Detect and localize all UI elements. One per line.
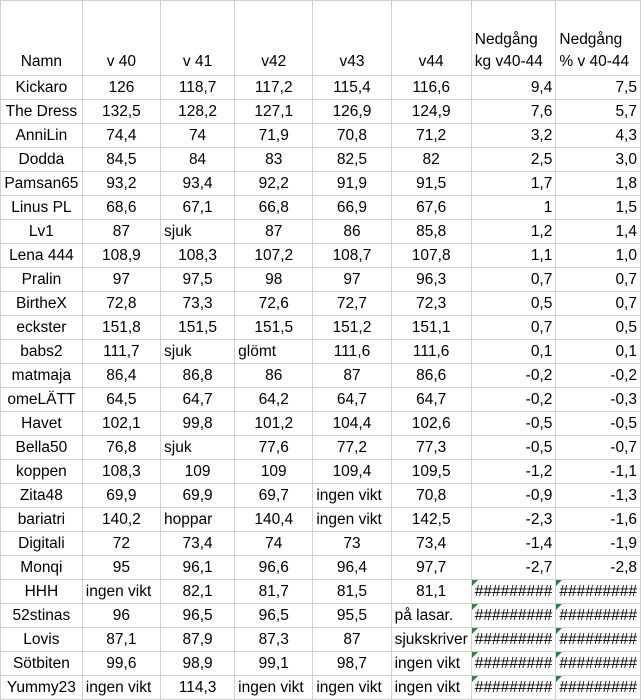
cell-v40[interactable]: 64,5 [82,388,160,412]
table-row [1,292,641,316]
cell-kg[interactable]: 3,2 [471,124,556,148]
cell-name[interactable]: 52stinas [1,604,83,628]
cell-v42[interactable]: 71,9 [235,124,313,148]
cell-pct[interactable]: -1,9 [556,532,641,556]
cell-v44[interactable]: 97,7 [391,556,471,580]
cell-v41[interactable]: 96,5 [161,604,235,628]
cell-kg[interactable]: 1,7 [471,172,556,196]
cell-v40[interactable]: 140,2 [82,508,160,532]
cell-v41[interactable]: 82,1 [161,580,235,604]
cell-name[interactable]: babs2 [1,340,83,364]
cell-value: ######### [474,607,553,624]
table-row [1,244,641,268]
cell-kg[interactable]: -2,3 [471,508,556,532]
cell-v44[interactable]: ingen vikt [391,652,471,676]
cell-v40[interactable]: 87 [82,220,160,244]
cell-v42[interactable]: 96,5 [235,604,313,628]
table-row [1,484,641,508]
table-row [1,436,641,460]
cell-v41[interactable]: 86,8 [161,364,235,388]
cell-name[interactable]: HHH [1,580,83,604]
cell-v42[interactable]: 99,1 [235,652,313,676]
table-row [1,508,641,532]
cell-name[interactable]: Linus PL [1,196,83,220]
error-indicator-icon [472,676,478,682]
table-row [1,652,641,676]
cell-v40[interactable]: 126 [82,76,160,100]
cell-name[interactable]: Zita48 [1,484,83,508]
cell-v43[interactable]: 87 [313,364,391,388]
header-row [1,1,641,76]
cell-value: ######### [474,631,553,648]
cell-pct[interactable]: 0,1 [556,340,641,364]
cell-v43[interactable]: 96,4 [313,556,391,580]
cell-v40[interactable]: 68,6 [82,196,160,220]
cell-v41[interactable]: 109 [161,460,235,484]
cell-v43[interactable]: 66,9 [313,196,391,220]
cell-v40[interactable]: 108,9 [82,244,160,268]
cell-v42[interactable]: 81,7 [235,580,313,604]
cell-v41[interactable]: 67,1 [161,196,235,220]
cell-v41[interactable]: 128,2 [161,100,235,124]
cell-pct[interactable]: 5,7 [556,100,641,124]
cell-name[interactable]: Monqi [1,556,83,580]
cell-v41[interactable]: sjuk [161,220,235,244]
error-indicator-icon [472,652,478,658]
table-row [1,412,641,436]
cell-v40[interactable]: 102,1 [82,412,160,436]
cell-value: ######### [559,583,637,600]
cell-v44[interactable]: 107,8 [391,244,471,268]
cell-v40[interactable]: 96 [82,604,160,628]
cell-v42[interactable]: 83 [235,148,313,172]
cell-v40[interactable]: 111,7 [82,340,160,364]
cell-v44[interactable]: 71,2 [391,124,471,148]
cell-kg[interactable]: -0,5 [471,436,556,460]
table-row [1,532,641,556]
cell-v42[interactable]: ingen vikt [235,676,313,700]
cell-v40[interactable]: 95 [82,556,160,580]
cell-name[interactable]: Lena 444 [1,244,83,268]
cell-v41[interactable]: 64,7 [161,388,235,412]
cell-v43[interactable]: 126,9 [313,100,391,124]
table-row [1,268,641,292]
cell-pct[interactable]: -0,3 [556,388,641,412]
cell-pct[interactable]: -1,6 [556,508,641,532]
cell-name[interactable]: BirtheX [1,292,83,316]
cell-v42[interactable]: 151,5 [235,316,313,340]
cell-pct[interactable]: -0,2 [556,364,641,388]
cell-kg[interactable] [471,580,556,604]
table-row [1,340,641,364]
cell-v42[interactable]: 86 [235,364,313,388]
cell-v44[interactable]: 73,4 [391,532,471,556]
cell-name[interactable]: Dodda [1,148,83,172]
cell-value: ######### [559,607,637,624]
cell-v44[interactable]: 67,6 [391,196,471,220]
cell-v42[interactable]: 87 [235,220,313,244]
cell-v44[interactable]: 102,6 [391,412,471,436]
cell-pct[interactable]: 7,5 [556,76,641,100]
cell-pct[interactable]: -0,7 [556,436,641,460]
cell-v44[interactable]: 124,9 [391,100,471,124]
cell-v42[interactable]: 96,6 [235,556,313,580]
cell-v43[interactable]: 115,4 [313,76,391,100]
cell-v44[interactable]: 81,1 [391,580,471,604]
cell-v40[interactable]: 72,8 [82,292,160,316]
header-v43[interactable]: v43 [313,1,391,76]
cell-v42[interactable]: 64,2 [235,388,313,412]
cell-v44[interactable]: 86,6 [391,364,471,388]
table-row [1,196,641,220]
cell-v40[interactable]: 99,6 [82,652,160,676]
cell-v40[interactable]: 93,2 [82,172,160,196]
cell-pct[interactable]: -1,3 [556,484,641,508]
cell-name[interactable]: The Dress [1,100,83,124]
cell-pct[interactable]: 1,5 [556,196,641,220]
cell-kg[interactable]: -1,2 [471,460,556,484]
cell-v43[interactable]: 77,2 [313,436,391,460]
cell-pct[interactable]: 3,0 [556,148,641,172]
cell-v41[interactable]: 118,7 [161,76,235,100]
cell-pct[interactable] [556,652,641,676]
table-row [1,76,641,100]
cell-name[interactable]: Kickaro [1,76,83,100]
cell-v42[interactable]: 101,2 [235,412,313,436]
error-indicator-icon [472,604,478,610]
cell-v41[interactable]: 73,3 [161,292,235,316]
cell-v44[interactable]: 109,5 [391,460,471,484]
cell-v43[interactable]: 91,9 [313,172,391,196]
cell-name[interactable]: eckster [1,316,83,340]
cell-v42[interactable]: 140,4 [235,508,313,532]
cell-kg[interactable]: 2,5 [471,148,556,172]
cell-v44[interactable]: 77,3 [391,436,471,460]
cell-v41[interactable]: 93,4 [161,172,235,196]
table-row [1,676,641,700]
error-indicator-icon [472,628,478,634]
cell-name[interactable]: koppen [1,460,83,484]
cell-kg[interactable]: 1,2 [471,220,556,244]
cell-kg[interactable]: -1,4 [471,532,556,556]
error-indicator-icon [556,652,562,658]
cell-kg[interactable]: -0,9 [471,484,556,508]
table-row [1,100,641,124]
cell-v40[interactable]: 69,9 [82,484,160,508]
cell-v43[interactable]: 82,5 [313,148,391,172]
cell-v42[interactable]: 109 [235,460,313,484]
cell-v41[interactable]: 108,3 [161,244,235,268]
cell-v44[interactable]: 70,8 [391,484,471,508]
cell-v40[interactable]: 108,3 [82,460,160,484]
cell-kg[interactable] [471,604,556,628]
cell-v42[interactable]: 69,7 [235,484,313,508]
cell-v41[interactable]: sjuk [161,436,235,460]
cell-v43[interactable]: ingen vikt [313,508,391,532]
cell-v41[interactable]: 87,9 [161,628,235,652]
cell-v42[interactable]: 77,6 [235,436,313,460]
header-kg-line2: kg v40-44 [474,53,543,70]
cell-pct[interactable]: 0,7 [556,268,641,292]
cell-kg[interactable]: 0,1 [471,340,556,364]
cell-v44[interactable]: 85,8 [391,220,471,244]
table-row [1,124,641,148]
cell-pct[interactable]: 1,4 [556,220,641,244]
cell-v40[interactable]: ingen vikt [82,580,160,604]
cell-v43[interactable]: 70,8 [313,124,391,148]
table-row [1,460,641,484]
cell-v42[interactable]: 98 [235,268,313,292]
cell-v41[interactable]: 96,1 [161,556,235,580]
cell-name[interactable]: Bella50 [1,436,83,460]
cell-v44[interactable]: 116,6 [391,76,471,100]
table-row [1,388,641,412]
cell-name[interactable]: Digitali [1,532,83,556]
cell-v44[interactable]: 64,7 [391,388,471,412]
cell-v43[interactable]: ingen vikt [313,484,391,508]
cell-v43[interactable]: 108,7 [313,244,391,268]
cell-v40[interactable]: 74,4 [82,124,160,148]
cell-v43[interactable]: 72,7 [313,292,391,316]
cell-v43[interactable]: 104,4 [313,412,391,436]
cell-v41[interactable]: 84 [161,148,235,172]
cell-v44[interactable]: sjukskriver [391,628,471,652]
cell-kg[interactable]: 1,1 [471,244,556,268]
cell-pct[interactable] [556,676,641,700]
header-v42[interactable]: v42 [235,1,313,76]
cell-v44[interactable]: ingen vikt [391,676,471,700]
error-indicator-icon [556,580,562,586]
cell-pct[interactable]: -1,1 [556,460,641,484]
header-pct[interactable] [556,1,641,76]
table-row [1,220,641,244]
cell-name[interactable]: Havet [1,412,83,436]
cell-kg[interactable] [471,628,556,652]
cell-v42[interactable]: 74 [235,532,313,556]
cell-pct[interactable]: 1,8 [556,172,641,196]
cell-v41[interactable]: 74 [161,124,235,148]
cell-v40[interactable]: 151,8 [82,316,160,340]
header-pct-line2: % v 40-44 [559,53,630,70]
cell-v43[interactable]: 98,7 [313,652,391,676]
cell-kg[interactable]: 1 [471,196,556,220]
cell-kg[interactable]: 7,6 [471,100,556,124]
cell-kg[interactable]: -0,2 [471,388,556,412]
cell-name[interactable]: omeLÄTT [1,388,83,412]
cell-kg[interactable] [471,676,556,700]
cell-v43[interactable]: 111,6 [313,340,391,364]
error-indicator-icon [472,580,478,586]
cell-v44[interactable]: 91,5 [391,172,471,196]
header-v44[interactable]: v44 [391,1,471,76]
cell-v42[interactable]: 92,2 [235,172,313,196]
cell-value: ######### [559,655,637,672]
cell-v43[interactable]: ingen vikt [313,676,391,700]
cell-kg[interactable]: 9,4 [471,76,556,100]
cell-name[interactable]: Sötbiten [1,652,83,676]
cell-v42[interactable]: 117,2 [235,76,313,100]
cell-v42[interactable]: 66,8 [235,196,313,220]
cell-kg[interactable]: 0,5 [471,292,556,316]
cell-v41[interactable]: 69,9 [161,484,235,508]
cell-v44[interactable]: 96,3 [391,268,471,292]
cell-value: ######### [474,655,553,672]
cell-kg[interactable]: -2,7 [471,556,556,580]
cell-pct[interactable]: 1,0 [556,244,641,268]
table-row [1,604,641,628]
cell-kg[interactable]: 0,7 [471,268,556,292]
cell-pct[interactable]: -2,8 [556,556,641,580]
cell-name[interactable]: AnniLin [1,124,83,148]
cell-v44[interactable]: 82 [391,148,471,172]
cell-v41[interactable]: 97,5 [161,268,235,292]
table-row [1,556,641,580]
cell-v43[interactable]: 151,2 [313,316,391,340]
cell-v43[interactable]: 87 [313,628,391,652]
cell-v41[interactable]: 151,5 [161,316,235,340]
cell-v41[interactable]: 99,8 [161,412,235,436]
cell-pct[interactable]: -0,5 [556,412,641,436]
cell-v44[interactable]: 72,3 [391,292,471,316]
cell-v43[interactable]: 95,5 [313,604,391,628]
cell-v43[interactable]: 73 [313,532,391,556]
cell-v43[interactable]: 109,4 [313,460,391,484]
table-row [1,364,641,388]
header-v41[interactable]: v 41 [161,1,235,76]
header-kg[interactable] [471,1,556,76]
table-row [1,148,641,172]
cell-v40[interactable]: 76,8 [82,436,160,460]
header-name[interactable]: Namn [1,1,83,76]
cell-v42[interactable]: glömt [235,340,313,364]
error-indicator-icon [556,604,562,610]
cell-v40[interactable]: 84,5 [82,148,160,172]
cell-pct[interactable] [556,628,641,652]
header-pct-line1: Nedgång [559,31,623,48]
cell-pct[interactable] [556,604,641,628]
cell-name[interactable]: matmaja [1,364,83,388]
cell-name[interactable]: Lovis [1,628,83,652]
cell-v44[interactable]: 142,5 [391,508,471,532]
cell-v40[interactable]: 87,1 [82,628,160,652]
cell-v41[interactable]: 114,3 [161,676,235,700]
cell-value: ######### [559,631,637,648]
cell-v43[interactable]: 81,5 [313,580,391,604]
header-kg-line1: Nedgång [474,31,538,48]
table-row [1,316,641,340]
cell-pct[interactable] [556,580,641,604]
table-row [1,580,641,604]
cell-v40[interactable]: 86,4 [82,364,160,388]
cell-v41[interactable]: sjuk [161,340,235,364]
cell-v40[interactable]: ingen vikt [82,676,160,700]
cell-v43[interactable]: 86 [313,220,391,244]
cell-kg[interactable]: -0,2 [471,364,556,388]
cell-v43[interactable]: 97 [313,268,391,292]
cell-v43[interactable]: 64,7 [313,388,391,412]
cell-v44[interactable]: 151,1 [391,316,471,340]
cell-v44[interactable]: 111,6 [391,340,471,364]
cell-v44[interactable]: på lasar. [391,604,471,628]
table-row [1,172,641,196]
cell-value: ######### [474,679,553,696]
error-indicator-icon [556,676,562,682]
cell-name[interactable]: Pamsan65 [1,172,83,196]
cell-name[interactable]: bariatri [1,508,83,532]
cell-kg[interactable]: -0,5 [471,412,556,436]
cell-name[interactable]: Pralin [1,268,83,292]
cell-v41[interactable]: 98,9 [161,652,235,676]
cell-v40[interactable]: 132,5 [82,100,160,124]
cell-v41[interactable]: 73,4 [161,532,235,556]
cell-kg[interactable] [471,652,556,676]
header-v40[interactable]: v 40 [82,1,160,76]
cell-v40[interactable]: 72 [82,532,160,556]
cell-value: ######### [559,679,637,696]
cell-name[interactable]: Yummy23 [1,676,83,700]
cell-kg[interactable]: 0,7 [471,316,556,340]
table-body [1,1,641,700]
cell-value: ######### [474,583,553,600]
cell-pct[interactable]: 0,7 [556,292,641,316]
cell-pct[interactable]: 4,3 [556,124,641,148]
cell-v42[interactable]: 72,6 [235,292,313,316]
cell-v42[interactable]: 107,2 [235,244,313,268]
cell-name[interactable]: Lv1 [1,220,83,244]
cell-v42[interactable]: 87,3 [235,628,313,652]
error-indicator-icon [556,628,562,634]
cell-v41[interactable]: hoppar [161,508,235,532]
cell-v40[interactable]: 97 [82,268,160,292]
cell-v42[interactable]: 127,1 [235,100,313,124]
table-row [1,628,641,652]
cell-pct[interactable]: 0,5 [556,316,641,340]
